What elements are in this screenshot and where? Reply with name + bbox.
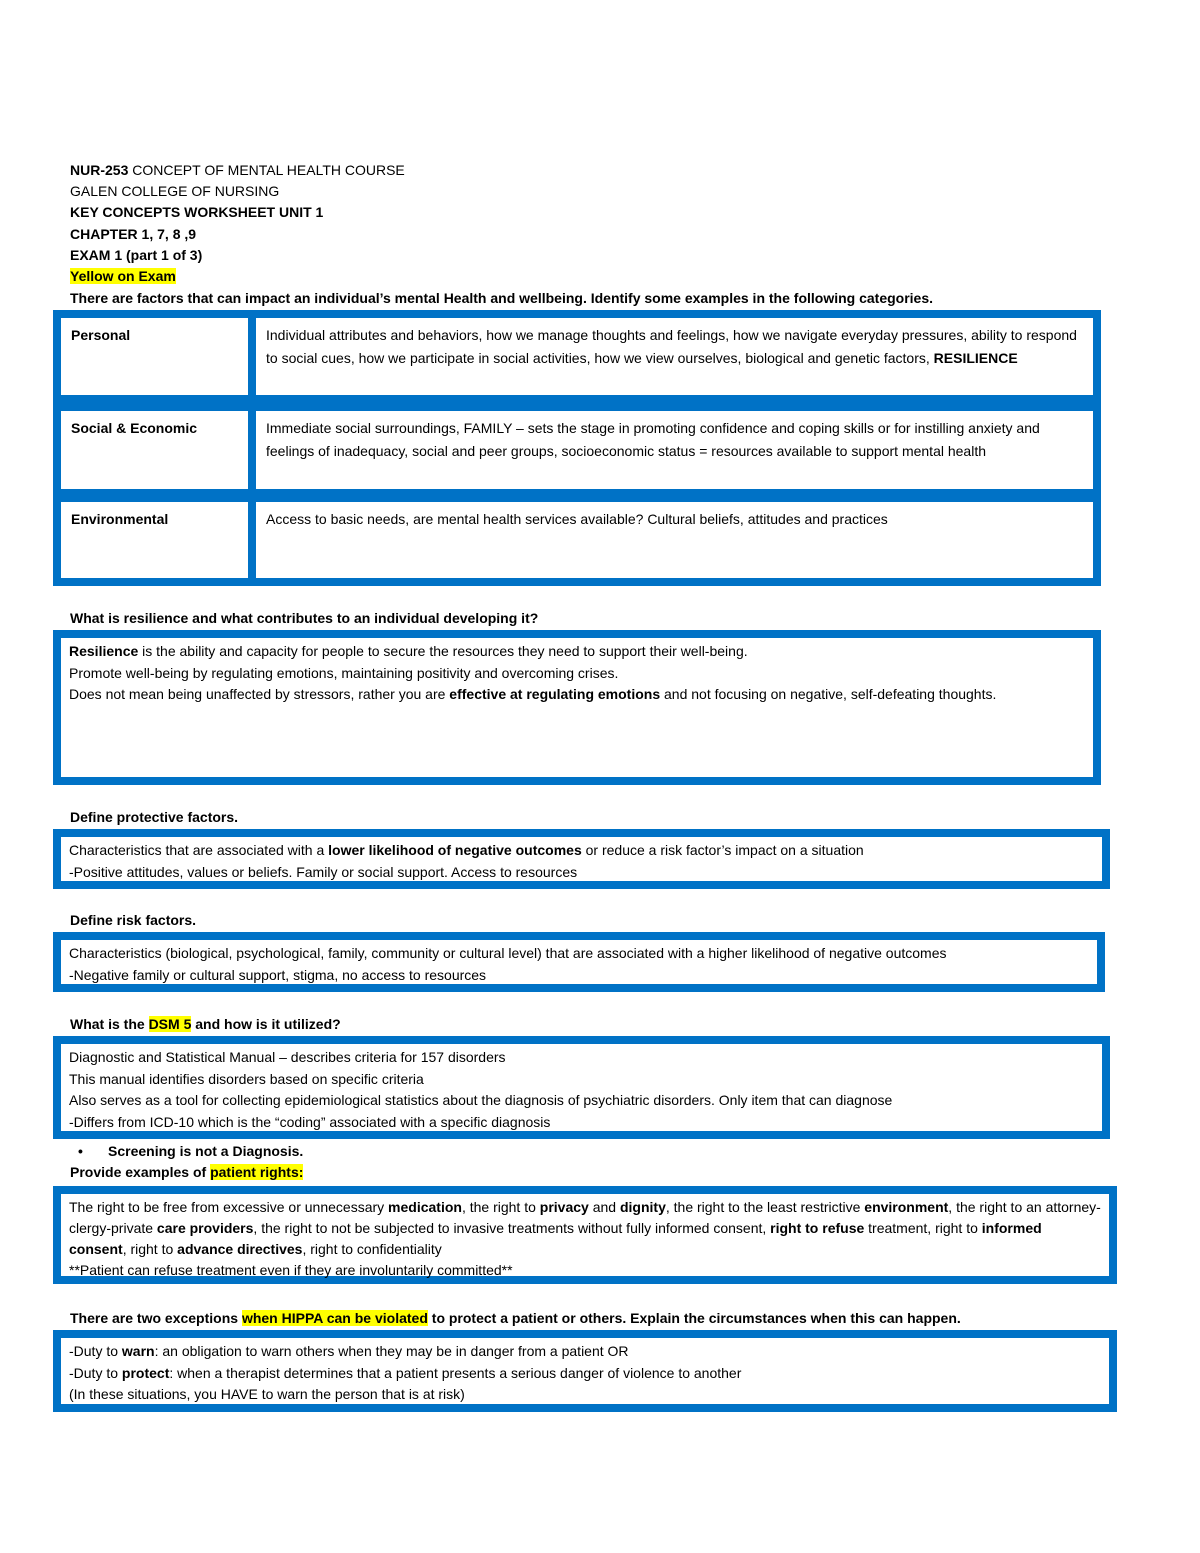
factor-label-cell [53,403,256,497]
hippa-emphasis: protect [121,1364,170,1381]
rights-answer [69,1197,1101,1281]
resilience-question: What is resilience and what contributes to an individual developing it? [70,610,539,626]
factor-text: Immediate social surroundings, FAMILY – sets the stage in promoting confidence and coping skills or for instilling anxiety and feelings of inadequacy, social and peer groups, socioeconomic status = resources available to support mental health [266,420,1040,459]
resilience-line: Promote well-being by regulating emotions, maintaining positivity and overcoming crises. [69,664,619,681]
resilience-definition: is the ability and capacity for people to secure the resources they need to support their well-being. [138,643,748,659]
yellow-note-text: Yellow on Exam [70,268,176,284]
risk-answer-box [53,932,1105,992]
factor-label: Personal [71,327,131,343]
factor-label: Environmental [71,511,169,527]
worksheet-title: KEY CONCEPTS WORKSHEET UNIT 1 [70,204,324,220]
chapters-line: CHAPTER 1, 7, 8 ,9 [70,226,197,242]
factor-text [266,324,1085,370]
dsm-question-text: and how is it utilized? [191,1016,341,1032]
factor-text-body: Individual attributes and behaviors, how we manage thoughts and feelings, how we navigate everyday pressures, ability to respond to social cues, how we participate in social activities, how we view ourselves, biological and genetic factors, [266,327,1077,366]
factors-intro: There are factors that can impact an individual’s mental Health and wellbeing. Identify some examples in the following categories. [70,290,934,306]
risk-line: Characteristics (biological, psychological, family, community or cultural level) that are associated with a higher likelihood of negative outcomes [69,945,947,961]
factor-text-cell [248,310,1101,403]
resilience-line: and not focusing on negative, self-defeating thoughts. [660,686,997,702]
hippa-line: -Duty to [69,1343,122,1359]
resilience-term: Resilience [69,643,139,659]
factor-label-cell [53,310,256,403]
dsm-question [70,1016,341,1032]
rights-question [70,1164,303,1180]
screening-bullet [78,1143,304,1159]
hippa-question-text: There are two exceptions [70,1310,242,1326]
protective-answer-box [53,829,1110,889]
hippa-highlight: when HIPPA can be violated [241,1310,428,1326]
bullet-dot: • [78,1143,83,1159]
protective-line: or reduce a risk factor’s impact on a situation [581,842,864,858]
dsm-line: Also serves as a tool for collecting epidemiological statistics about the diagnosis of psychiatric disorders. Only item that can diagnose [69,1092,893,1108]
rights-note: **Patient can refuse treatment even if they are involuntarily committed** [69,1262,513,1278]
hippa-question [70,1310,961,1326]
resilience-line: Does not mean being unaffected by stressors, rather you are [69,686,450,702]
factor-text-bold: RESILIENCE [933,350,1018,366]
protective-line: -Positive attitudes, values or beliefs. Family or social support. Access to resources [69,863,578,880]
hippa-line: : when a therapist determines that a patient presents a serious danger of violence to another [169,1364,742,1381]
protective-answer [69,840,1094,883]
hippa-answer-box [53,1330,1117,1412]
risk-question: Define risk factors. [70,912,197,928]
dsm-line: This manual identifies disorders based on specific criteria [69,1070,424,1087]
yellow-note [70,266,176,287]
rights-question-text: Provide examples of [70,1164,211,1180]
hippa-answer [69,1341,1101,1406]
protective-question: Define protective factors. [70,809,239,825]
course-title: CONCEPT OF MENTAL HEALTH COURSE [128,162,405,178]
hippa-line: : an obligation to warn others when they may be in danger from a patient OR [154,1343,629,1359]
risk-line: -Negative family or cultural support, stigma, no access to resources [69,966,487,983]
dsm-line: Diagnostic and Statistical Manual – describes criteria for 157 disorders [69,1049,506,1065]
hippa-line: -Duty to [69,1364,122,1381]
hippa-line: (In these situations, you HAVE to warn the person that is at risk) [69,1386,465,1402]
rights-highlight: patient rights: [210,1164,304,1180]
risk-answer [69,943,1089,986]
hippa-emphasis: warn [121,1343,155,1359]
resilience-answer-box [53,630,1101,785]
rights-answer-box [53,1186,1117,1284]
resilience-emphasis: effective at regulating emotions [449,686,661,702]
rights-paragraph: The right to be free from excessive or unnecessary medication, the right to privacy and dignity, the right to the least restrictive environment, the right to an attorney-clergy-private care providers, the right to not be subjected to invasive treatments without fully informed consent, right to refuse treatment, right to informed consent, right to advance directives, right to confidentiality [69,1199,1101,1257]
dsm-highlight: DSM 5 [148,1016,192,1032]
factor-text-cell [248,403,1101,497]
protective-emphasis: lower likelihood of negative outcomes [328,842,582,858]
dsm-answer [69,1047,1094,1133]
protective-line: Characteristics that are associated with a [69,842,329,858]
exam-line: EXAM 1 (part 1 of 3) [70,247,203,263]
screening-note: Screening is not a Diagnosis. [108,1143,304,1159]
dsm-answer-box [53,1036,1110,1139]
course-heading [70,160,405,181]
dsm-question-text: What is the [70,1016,149,1032]
resilience-answer [69,641,1085,706]
factor-text-cell [248,494,1101,586]
factor-label-cell [53,494,256,586]
college-name: GALEN COLLEGE OF NURSING [70,183,280,199]
course-code: NUR-253 [70,162,129,178]
factor-text: Access to basic needs, are mental health services available? Cultural beliefs, attitudes and practices [266,511,888,527]
hippa-question-text: to protect a patient or others. Explain the circumstances when this can happen. [427,1310,961,1326]
dsm-line: -Differs from ICD-10 which is the “coding” associated with a specific diagnosis [69,1113,551,1130]
factor-label: Social & Economic [71,420,198,436]
